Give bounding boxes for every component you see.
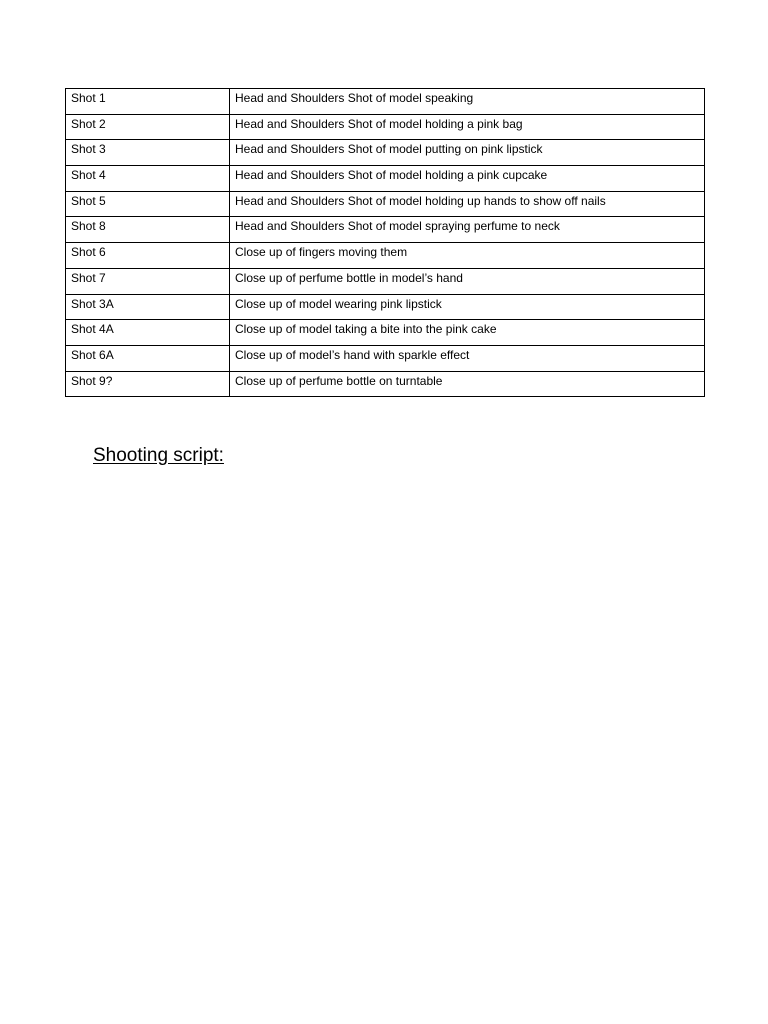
- table-row: [66, 268, 705, 294]
- shot-description-cell: Head and Shoulders Shot of model spraying perfume to neck: [230, 217, 705, 243]
- shot-number-cell: Shot 2: [66, 114, 230, 140]
- shot-description-cell: Head and Shoulders Shot of model speaking: [230, 89, 705, 115]
- shot-number-cell: Shot 7: [66, 268, 230, 294]
- shot-number-cell: Shot 1: [66, 89, 230, 115]
- shot-description-cell: Close up of model’s hand with sparkle effect: [230, 345, 705, 371]
- shot-number-cell: Shot 8: [66, 217, 230, 243]
- table-row: [66, 243, 705, 269]
- shot-description-cell: Head and Shoulders Shot of model holding up hands to show off nails: [230, 191, 705, 217]
- shot-list-table: [65, 88, 705, 397]
- table-row: [66, 345, 705, 371]
- table-row: [66, 320, 705, 346]
- shot-description-cell: Close up of fingers moving them: [230, 243, 705, 269]
- table-row: [66, 140, 705, 166]
- shot-description-cell: Head and Shoulders Shot of model holding a pink cupcake: [230, 166, 705, 192]
- shot-description-cell: Close up of model wearing pink lipstick: [230, 294, 705, 320]
- shot-number-cell: Shot 3A: [66, 294, 230, 320]
- shot-description-cell: Close up of perfume bottle in model’s hand: [230, 268, 705, 294]
- shot-number-cell: Shot 4: [66, 166, 230, 192]
- shot-description-cell: Close up of perfume bottle on turntable: [230, 371, 705, 397]
- table-row: [66, 217, 705, 243]
- table-row: [66, 191, 705, 217]
- table-row: [66, 294, 705, 320]
- shot-number-cell: Shot 4A: [66, 320, 230, 346]
- shot-description-cell: Close up of model taking a bite into the pink cake: [230, 320, 705, 346]
- table-row: [66, 89, 705, 115]
- table-row: [66, 371, 705, 397]
- shooting-script-heading: Shooting script:: [93, 445, 224, 466]
- shot-number-cell: Shot 9?: [66, 371, 230, 397]
- shot-number-cell: Shot 5: [66, 191, 230, 217]
- shot-description-cell: Head and Shoulders Shot of model holding a pink bag: [230, 114, 705, 140]
- table-row: [66, 114, 705, 140]
- shot-number-cell: Shot 6: [66, 243, 230, 269]
- shot-description-cell: Head and Shoulders Shot of model putting on pink lipstick: [230, 140, 705, 166]
- table-row: [66, 166, 705, 192]
- shot-number-cell: Shot 6A: [66, 345, 230, 371]
- shot-number-cell: Shot 3: [66, 140, 230, 166]
